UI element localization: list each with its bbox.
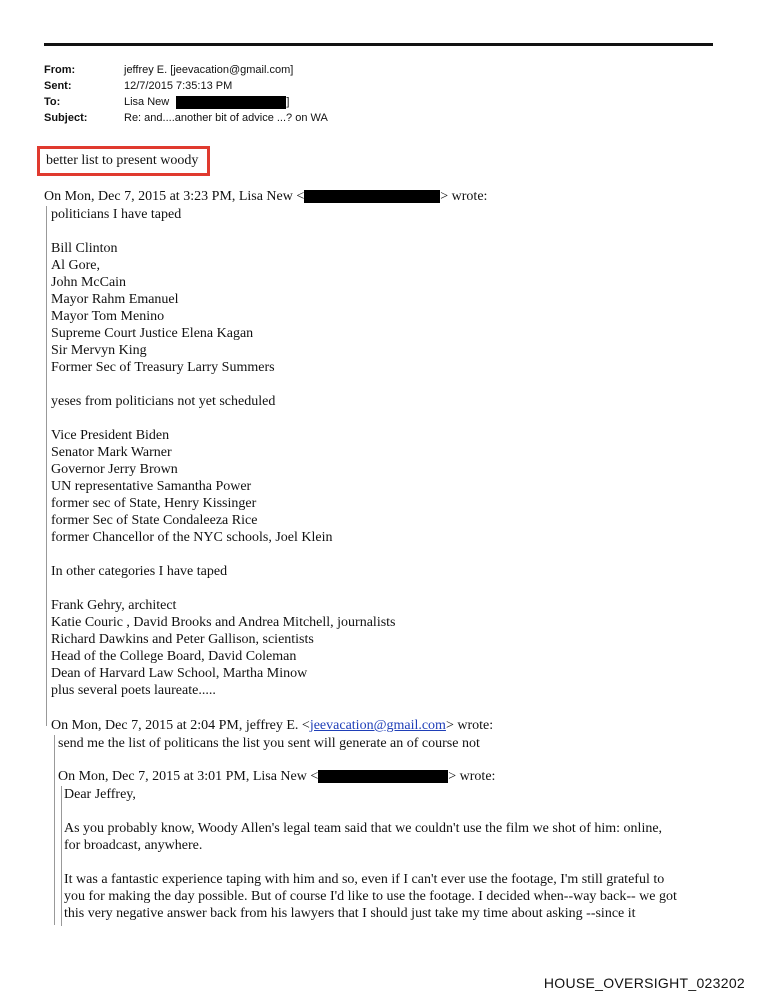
quote3-body	[64, 786, 677, 922]
quote1-line: yeses from politicians not yet scheduled	[51, 394, 276, 409]
email-header	[44, 62, 328, 126]
from-label: From:	[44, 64, 76, 76]
bates-stamp: HOUSE_OVERSIGHT_023202	[543, 975, 745, 991]
quote2-body	[58, 735, 480, 752]
quote1-line: Senator Mark Warner	[51, 445, 172, 460]
quote1-line: former Sec of State Condaleeza Rice	[51, 513, 258, 528]
quote1-line: plus several poets laureate.....	[51, 683, 216, 698]
quote2-attribution-suffix: > wrote:	[445, 718, 494, 733]
quote1-line: Dean of Harvard Law School, Martha Minow	[51, 666, 308, 681]
quote2-attribution-prefix: On Mon, Dec 7, 2015 at 2:04 PM, jeffrey E. <	[51, 718, 310, 733]
quote1-line: Frank Gehry, architect	[51, 598, 177, 613]
quote1-line: John McCain	[51, 275, 127, 290]
quote2-attribution	[51, 717, 493, 734]
quote3-line: Dear Jeffrey,	[64, 787, 136, 802]
redaction-box	[304, 190, 440, 203]
quote1-line	[51, 410, 396, 427]
quote1-line: Head of the College Board, David Coleman	[51, 649, 297, 664]
quote3-line: this very negative answer back from his lawyers that I should just take my time about asking --since it	[64, 906, 636, 921]
quote1-line: Vice President Biden	[51, 428, 170, 443]
from-row	[44, 62, 328, 78]
quote1-line	[51, 580, 396, 597]
from-value: jeffrey E. [jeevacation@gmail.com]	[124, 64, 294, 76]
email-link[interactable]: jeevacation@gmail.com	[309, 718, 446, 733]
reply-text: better list to present woody	[46, 153, 199, 168]
quote1-bar	[46, 206, 47, 726]
quote1-line	[51, 223, 396, 240]
subject-row	[44, 110, 328, 126]
quote2-bar	[54, 735, 55, 925]
quote1-line: Katie Couric , David Brooks and Andrea Mitchell, journalists	[51, 615, 396, 630]
to-label: To:	[44, 96, 61, 108]
quote1-line: Mayor Rahm Emanuel	[51, 292, 179, 307]
subject-value: Re: and....another bit of advice ...? on WA	[124, 112, 328, 124]
quote3-line: for broadcast, anywhere.	[64, 838, 203, 853]
to-row	[44, 94, 328, 110]
sent-value: 12/7/2015 7:35:13 PM	[124, 80, 233, 92]
highlighted-reply	[37, 146, 210, 176]
quote1-line: Governor Jerry Brown	[51, 462, 178, 477]
sent-label: Sent:	[44, 80, 72, 92]
quote1-line: In other categories I have taped	[51, 564, 228, 579]
sent-row	[44, 78, 328, 94]
quote1-attribution	[44, 188, 487, 205]
redaction-box	[176, 96, 286, 109]
subject-label: Subject:	[44, 112, 88, 124]
quote1-line: former Chancellor of the NYC schools, Joel Klein	[51, 530, 333, 545]
quote1-line: Richard Dawkins and Peter Gallison, scientists	[51, 632, 314, 647]
quote1-line: UN representative Samantha Power	[51, 479, 252, 494]
quote1-line: Bill Clinton	[51, 241, 118, 256]
quote1-line: Supreme Court Justice Elena Kagan	[51, 326, 254, 341]
quote1-line: politicians I have taped	[51, 207, 182, 222]
quote3-line: you for making the day possible. But of course I'd like to use the footage. I decided when--way back-- we got	[64, 889, 677, 904]
quote1-line: Sir Mervyn King	[51, 343, 147, 358]
quote3-bar	[61, 786, 62, 926]
quote1-line: former sec of State, Henry Kissinger	[51, 496, 257, 511]
quote2-line: send me the list of politicans the list you sent will generate an of course not	[58, 736, 480, 751]
quote3-attribution	[58, 768, 495, 785]
quote1-attribution-suffix: > wrote:	[440, 189, 488, 204]
quote3-attribution-suffix: > wrote:	[448, 769, 496, 784]
quote3-line	[64, 803, 677, 820]
quote3-line: As you probably know, Woody Allen's legal team said that we couldn't use the film we shot of him: online,	[64, 821, 663, 836]
quote3-line	[64, 854, 677, 871]
redaction-box	[318, 770, 448, 783]
quote3-line: It was a fantastic experience taping with him and so, even if I can't ever use the footage, I'm still grateful to	[64, 872, 665, 887]
top-rule	[44, 43, 713, 46]
quote1-line: Former Sec of Treasury Larry Summers	[51, 360, 275, 375]
quote1-line	[51, 546, 396, 563]
to-value: Lisa New	[124, 96, 170, 108]
quote1-body	[51, 206, 396, 699]
to-value-suffix: ]	[286, 96, 290, 108]
quote3-attribution-prefix: On Mon, Dec 7, 2015 at 3:01 PM, Lisa New <	[58, 769, 319, 784]
quote1-line: Al Gore,	[51, 258, 100, 273]
quote1-attribution-prefix: On Mon, Dec 7, 2015 at 3:23 PM, Lisa New <	[44, 189, 305, 204]
quote1-line	[51, 376, 396, 393]
quote1-line: Mayor Tom Menino	[51, 309, 165, 324]
